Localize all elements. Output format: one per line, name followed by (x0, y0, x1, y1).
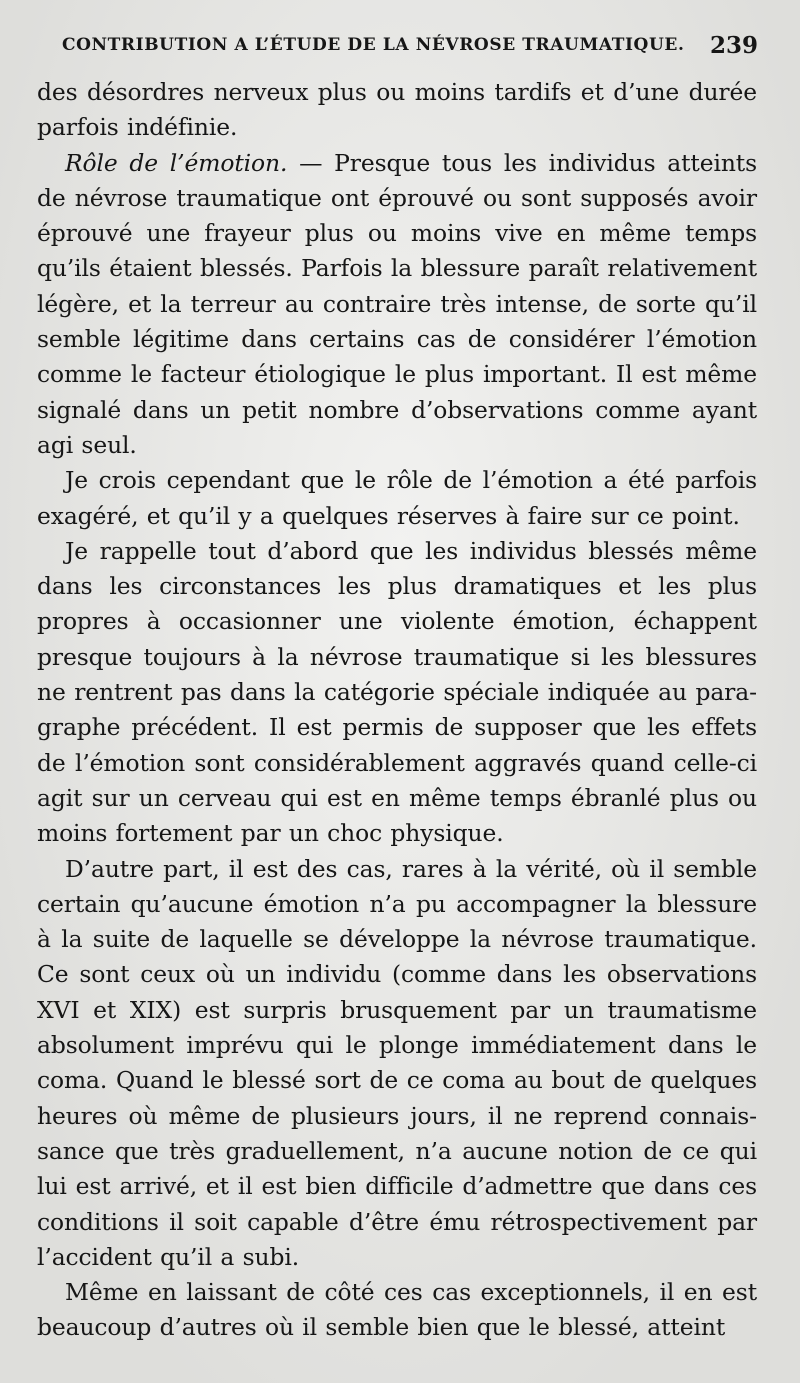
paragraph-reserves: Je crois cependant que le rôle de l’émotion a été parfois exagéré, et qu’il y a quelques réserves à faire sur ce point. (37, 466, 757, 530)
page-number: 239 (709, 32, 758, 59)
body-text (37, 75, 757, 1346)
running-title: CONTRIBUTION A L’ÉTUDE DE LA NÉVROSE TRAUMATIQUE. (62, 35, 685, 55)
running-header (62, 32, 758, 65)
paragraph-exceptionnels: Même en laissant de côté ces cas exceptionnels, il en est beaucoup d’autres où il semble bien que le blessé, atteint (37, 1278, 757, 1342)
paragraph-role-emotion (37, 146, 757, 464)
paragraph-autre-part: D’autre part, il est des cas, rares à la vérité, où il semble certain qu’aucune émotion n’a pu accompagner la blessure à la suite de laquelle se développe la névrose traumatique. Ce sont ceux où un individu (comme dans les observations XVI et XIX) est surpris brusquement par un traumatisme absolument imprévu qui le plonge immédiatement dans le coma. Quand le blessé sort de ce coma au bout de quelques heures où même de plusieurs jours, il ne reprend connaissance que très graduellement, n’a aucune notion de ce qui lui est arrivé, et il est bien difficile d’admettre que dans ces conditions il soit capable d’être ému rétrospectivement par l’accident qu’il a subi. (37, 854, 757, 1271)
paragraph-continuation: des désordres nerveux plus ou moins tardifs et d’une durée parfois indéfinie. (37, 78, 757, 142)
paragraph-rappel: Je rappelle tout d’abord que les individus blessés même dans les circonstances les plus dramatiques et les plus propres à occasionner une violente émotion, échappent presque toujours à la névrose traumatique si les blessures ne rentrent pas dans la catégorie spéciale indiquée au paragraphe précédent. Il est permis de supposer que les effets de l’émotion sont considérablement aggravés quand celle-ci agit sur un cerveau qui est en même temps ébranlé plus ou moins fortement par un choc physique. (37, 536, 757, 848)
paragraph-role-emotion-text: — Presque tous les individus atteints de névrose traumatique ont éprouvé ou sont supposés avoir éprouvé une frayeur plus ou moins vive en même temps qu’ils étaient blessés. Parfois la blessure paraît relativement légère, et la terreur au contraire très intense, de sorte qu’il semble légitime dans certains cas de considérer l’émotion comme le facteur étiologique le plus important. Il est même signalé dans un petit nombre d’observations comme ayant agi seul. (37, 148, 758, 459)
section-lead-italic: Rôle de l’émotion. (65, 148, 288, 177)
